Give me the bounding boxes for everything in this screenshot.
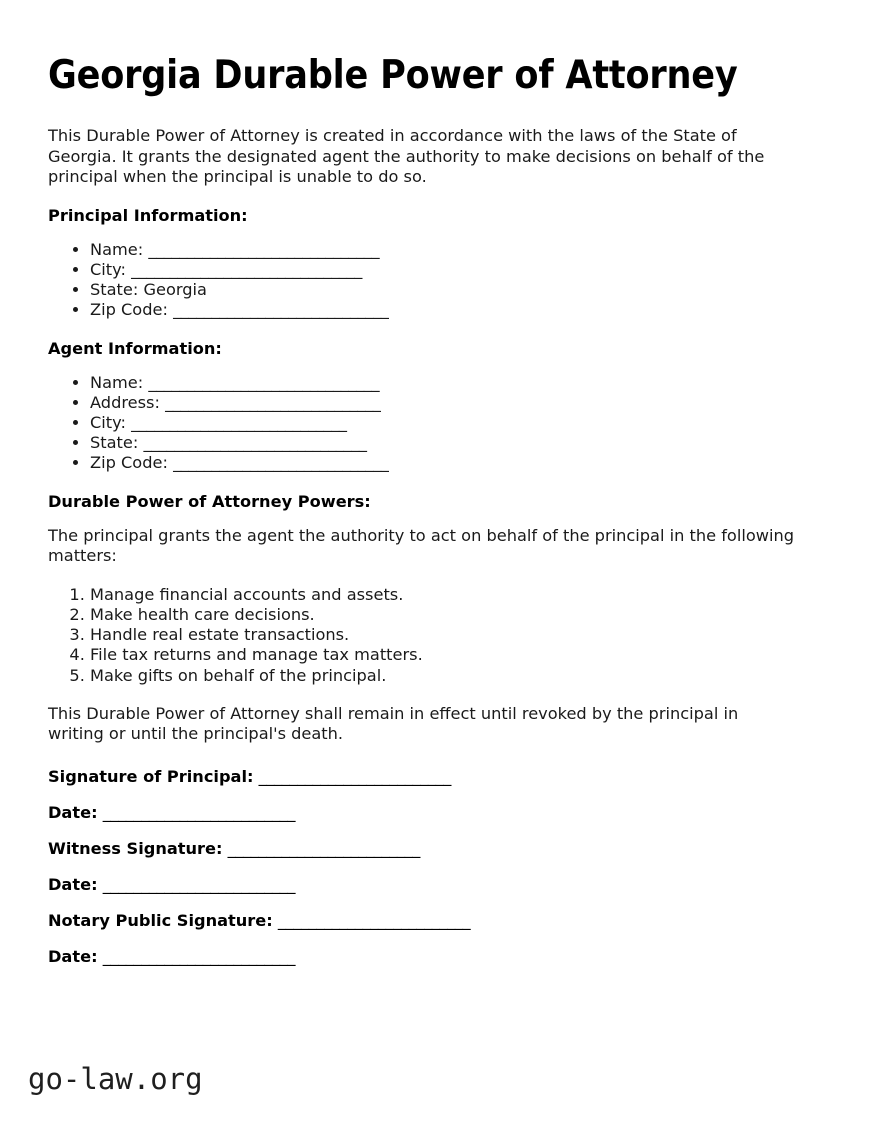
- signature-blank[interactable]: _________________________: [227, 839, 421, 858]
- witness-date-line: [48, 875, 796, 895]
- field-label: State: Georgia: [90, 280, 207, 300]
- principal-information-heading: Principal Information:: [48, 205, 248, 225]
- powers-heading: Durable Power of Attorney Powers:: [48, 491, 371, 511]
- list-item: 5. Make gifts on behalf of the principal.: [90, 666, 796, 686]
- principal-date-line: [48, 803, 796, 823]
- signature-of-principal-line: [48, 767, 796, 787]
- notary-date-line: [48, 947, 796, 967]
- signature-label: Date:: [48, 947, 98, 966]
- witness-signature-line: [48, 839, 796, 859]
- list-item: [90, 413, 796, 433]
- list-item: 1. Manage financial accounts and assets.: [90, 585, 796, 605]
- field-blank[interactable]: ____________________________: [173, 300, 389, 320]
- field-blank[interactable]: ______________________________: [148, 239, 380, 259]
- signature-blank[interactable]: _________________________: [258, 767, 452, 786]
- list-item: [90, 373, 796, 393]
- list-item: 4. File tax returns and manage tax matters.: [90, 645, 796, 665]
- list-item: 2. Make health care decisions.: [90, 605, 796, 625]
- page-title: Georgia Durable Power of Attorney: [48, 53, 738, 98]
- field-blank[interactable]: ____________________________: [173, 453, 389, 473]
- field-blank[interactable]: ______________________________: [131, 259, 362, 279]
- agent-information-list: [48, 373, 796, 474]
- field-blank[interactable]: _____________________________: [143, 433, 367, 453]
- list-item: [90, 453, 796, 473]
- signature-blank[interactable]: _________________________: [102, 875, 296, 894]
- list-item: [90, 280, 796, 300]
- signature-blank[interactable]: _________________________: [102, 947, 296, 966]
- agent-information-heading: Agent Information:: [48, 338, 222, 358]
- field-label: City:: [90, 413, 127, 432]
- field-label: Address:: [90, 392, 160, 412]
- field-blank[interactable]: ____________________________: [131, 413, 347, 432]
- intro-paragraph: This Durable Power of Attorney is created in accordance with the laws of the State of Georgia. It grants the designated agent the authority to make decisions on behalf of the principal when the principal is unable to do so.: [48, 126, 765, 187]
- list-item: 3. Handle real estate transactions.: [90, 625, 796, 645]
- field-label: Zip Code:: [90, 300, 168, 320]
- list-item: [90, 433, 796, 453]
- list-item: [90, 260, 796, 280]
- document-content: [48, 52, 796, 983]
- signature-label: Witness Signature:: [48, 839, 223, 858]
- notary-signature-line: [48, 911, 796, 931]
- signature-label: Notary Public Signature:: [48, 911, 273, 930]
- list-item: [90, 300, 796, 320]
- principal-information-list: [48, 240, 796, 321]
- signature-label: Date:: [48, 803, 98, 822]
- list-item: [90, 393, 796, 413]
- field-label: City:: [90, 259, 127, 279]
- signature-block: [48, 767, 796, 967]
- site-watermark: go-law.org: [28, 1062, 203, 1096]
- signature-blank[interactable]: _________________________: [277, 911, 471, 930]
- field-label: State:: [90, 433, 139, 453]
- field-label: Name:: [90, 239, 144, 259]
- list-item: [90, 240, 796, 260]
- signature-label: Signature of Principal:: [48, 767, 254, 786]
- powers-list: [48, 585, 796, 686]
- field-blank[interactable]: ____________________________: [165, 392, 381, 412]
- revocation-paragraph: This Durable Power of Attorney shall remain in effect until revoked by the principal in writing or until the principal's death.: [48, 703, 739, 744]
- field-label: Name:: [90, 372, 144, 392]
- signature-blank[interactable]: _________________________: [102, 803, 296, 822]
- field-blank[interactable]: ______________________________: [148, 372, 380, 392]
- powers-intro-paragraph: The principal grants the agent the authority to act on behalf of the principal in the following matters:: [48, 525, 794, 566]
- field-label: Zip Code:: [90, 453, 168, 473]
- signature-label: Date:: [48, 875, 98, 894]
